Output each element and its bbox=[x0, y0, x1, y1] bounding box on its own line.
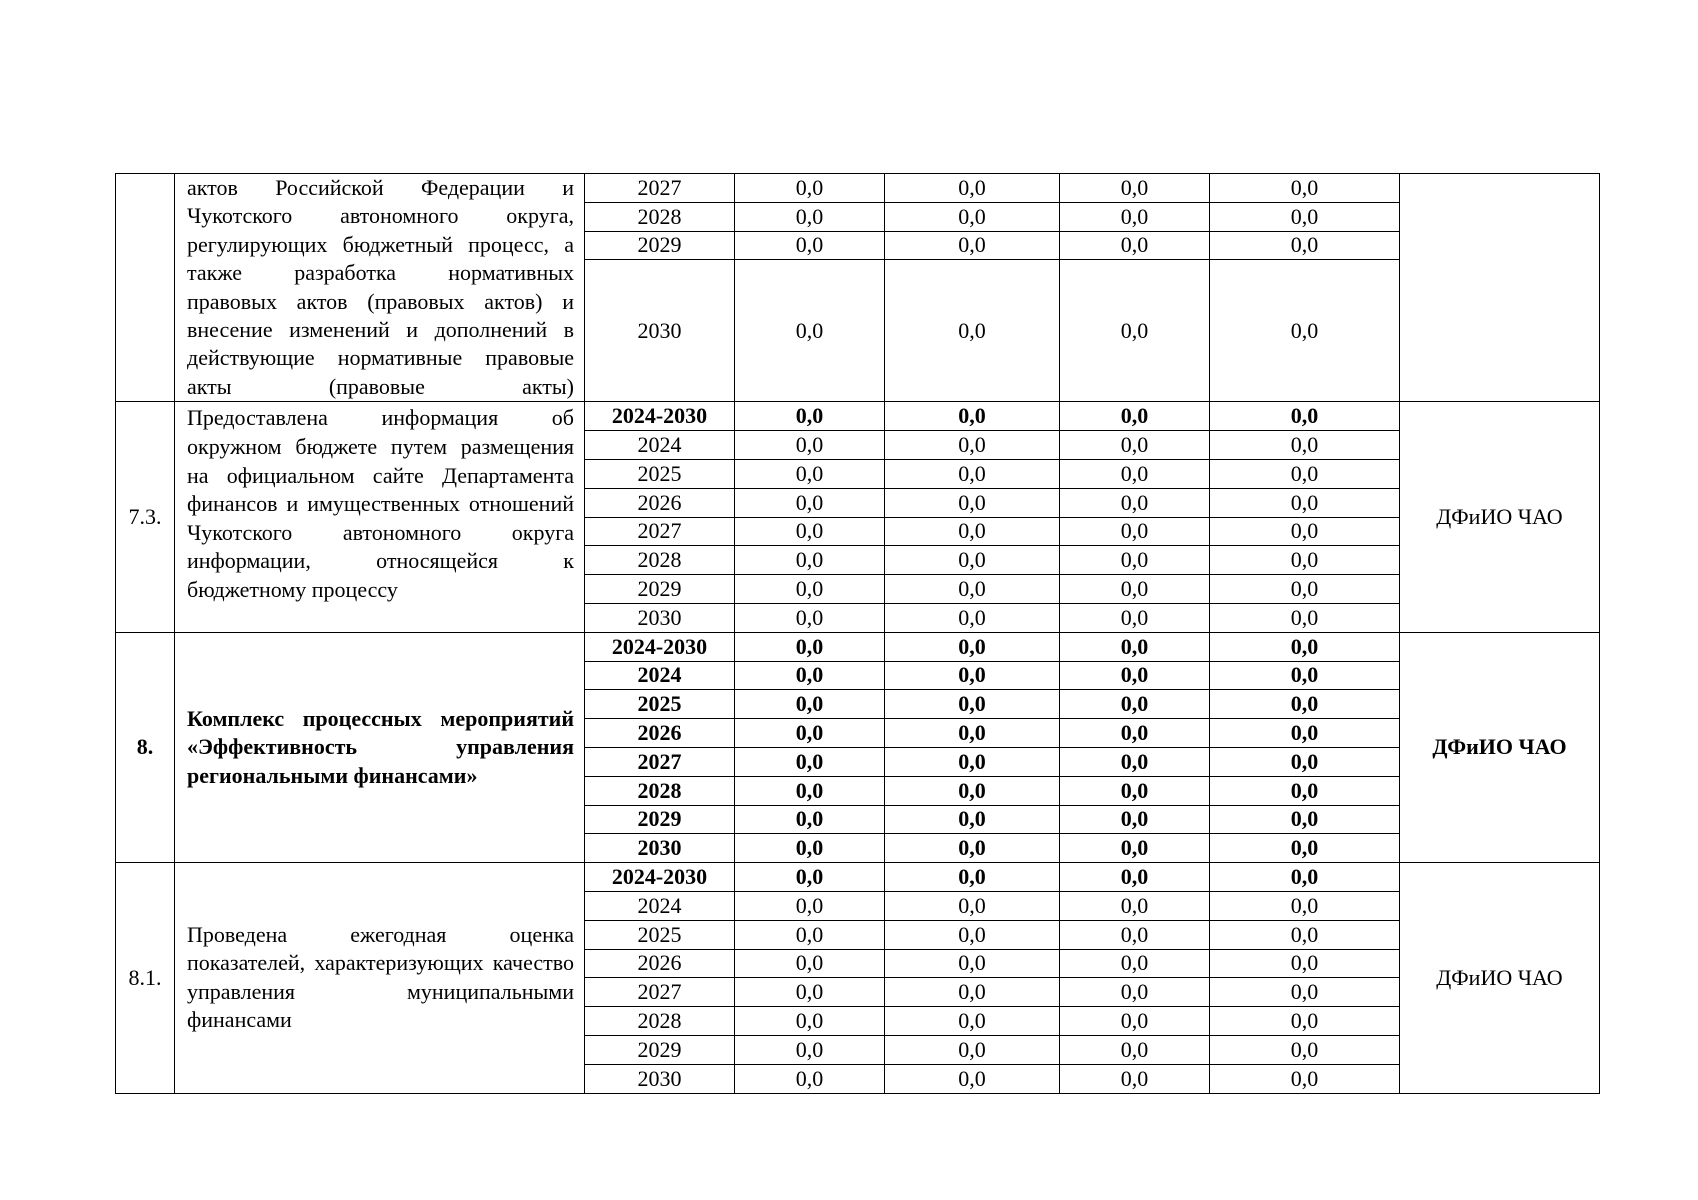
value-cell: 0,0 bbox=[735, 805, 885, 834]
value-cell: 0,0 bbox=[735, 747, 885, 776]
value-cell: 0,0 bbox=[735, 603, 885, 632]
year-cell: 2029 bbox=[585, 575, 735, 604]
table-row bbox=[116, 632, 1600, 661]
year-cell: 2027 bbox=[585, 174, 735, 203]
value-cell: 0,0 bbox=[1060, 661, 1210, 690]
value-cell: 0,0 bbox=[1060, 546, 1210, 575]
item-name-cell: Предоставлена информация об окружном бюджете путем размещения на официальном сайте Департамента финансов и имущественных отношений Чукотского автономного округа информации, относящейся к бюджетному процессу bbox=[175, 402, 585, 632]
value-cell: 0,0 bbox=[885, 949, 1060, 978]
responsible-cell bbox=[1400, 174, 1600, 402]
value-cell: 0,0 bbox=[1060, 891, 1210, 920]
value-cell: 0,0 bbox=[1060, 517, 1210, 546]
year-cell: 2027 bbox=[585, 517, 735, 546]
value-cell: 0,0 bbox=[1210, 517, 1400, 546]
responsible-cell: ДФиИО ЧАО bbox=[1400, 863, 1600, 1093]
value-cell: 0,0 bbox=[735, 891, 885, 920]
value-cell: 0,0 bbox=[1060, 863, 1210, 892]
year-cell: 2026 bbox=[585, 949, 735, 978]
value-cell: 0,0 bbox=[885, 431, 1060, 460]
value-cell: 0,0 bbox=[735, 632, 885, 661]
value-cell: 0,0 bbox=[1060, 805, 1210, 834]
year-cell: 2029 bbox=[585, 231, 735, 260]
value-cell: 0,0 bbox=[735, 431, 885, 460]
value-cell: 0,0 bbox=[1210, 1035, 1400, 1064]
value-cell: 0,0 bbox=[1210, 459, 1400, 488]
table-row bbox=[116, 174, 1600, 203]
year-total-cell: 2024-2030 bbox=[585, 632, 735, 661]
year-cell: 2026 bbox=[585, 488, 735, 517]
value-cell: 0,0 bbox=[1210, 632, 1400, 661]
value-cell: 0,0 bbox=[1210, 949, 1400, 978]
value-cell: 0,0 bbox=[1210, 661, 1400, 690]
value-cell: 0,0 bbox=[885, 546, 1060, 575]
value-cell: 0,0 bbox=[1060, 603, 1210, 632]
responsible-cell: ДФиИО ЧАО bbox=[1400, 632, 1600, 862]
year-cell: 2028 bbox=[585, 1007, 735, 1036]
value-cell: 0,0 bbox=[1210, 747, 1400, 776]
value-cell: 0,0 bbox=[1210, 402, 1400, 431]
value-cell: 0,0 bbox=[1210, 1007, 1400, 1036]
value-cell: 0,0 bbox=[1060, 978, 1210, 1007]
value-cell: 0,0 bbox=[885, 978, 1060, 1007]
year-cell: 2025 bbox=[585, 459, 735, 488]
value-cell: 0,0 bbox=[885, 174, 1060, 203]
value-cell: 0,0 bbox=[1210, 1064, 1400, 1093]
value-cell: 0,0 bbox=[1060, 575, 1210, 604]
value-cell: 0,0 bbox=[1210, 431, 1400, 460]
value-cell: 0,0 bbox=[885, 891, 1060, 920]
year-cell: 2030 bbox=[585, 834, 735, 863]
value-cell: 0,0 bbox=[885, 202, 1060, 231]
value-cell: 0,0 bbox=[735, 231, 885, 260]
year-cell: 2028 bbox=[585, 546, 735, 575]
value-cell: 0,0 bbox=[735, 949, 885, 978]
value-cell: 0,0 bbox=[1060, 431, 1210, 460]
value-cell: 0,0 bbox=[735, 834, 885, 863]
value-cell: 0,0 bbox=[1210, 260, 1400, 402]
value-cell: 0,0 bbox=[1210, 891, 1400, 920]
value-cell: 0,0 bbox=[1060, 459, 1210, 488]
item-number-cell: 8. bbox=[116, 632, 175, 862]
value-cell: 0,0 bbox=[885, 603, 1060, 632]
item-name-cell: актов Российской Федерации и Чукотского автономного округа, регулирующих бюджетный процесс, а также разработка нормативных правовых актов (правовых актов) и внесение изменений и дополнений в действующие нормативные правовые акты (правовые акты) bbox=[175, 174, 585, 402]
value-cell: 0,0 bbox=[735, 863, 885, 892]
value-cell: 0,0 bbox=[735, 719, 885, 748]
year-cell: 2029 bbox=[585, 1035, 735, 1064]
value-cell: 0,0 bbox=[735, 402, 885, 431]
value-cell: 0,0 bbox=[735, 546, 885, 575]
value-cell: 0,0 bbox=[1060, 1035, 1210, 1064]
year-cell: 2027 bbox=[585, 747, 735, 776]
value-cell: 0,0 bbox=[1060, 632, 1210, 661]
value-cell: 0,0 bbox=[735, 1007, 885, 1036]
value-cell: 0,0 bbox=[1060, 488, 1210, 517]
value-cell: 0,0 bbox=[1210, 776, 1400, 805]
value-cell: 0,0 bbox=[735, 1064, 885, 1093]
value-cell: 0,0 bbox=[885, 805, 1060, 834]
value-cell: 0,0 bbox=[885, 402, 1060, 431]
item-number-cell bbox=[116, 174, 175, 402]
table-row bbox=[116, 863, 1600, 892]
value-cell: 0,0 bbox=[1060, 719, 1210, 748]
value-cell: 0,0 bbox=[885, 1035, 1060, 1064]
value-cell: 0,0 bbox=[885, 488, 1060, 517]
value-cell: 0,0 bbox=[885, 863, 1060, 892]
value-cell: 0,0 bbox=[735, 690, 885, 719]
value-cell: 0,0 bbox=[885, 231, 1060, 260]
year-cell: 2030 bbox=[585, 603, 735, 632]
item-number-cell: 7.3. bbox=[116, 402, 175, 632]
value-cell: 0,0 bbox=[1210, 231, 1400, 260]
item-name-cell: Комплекс процессных мероприятий «Эффективность управления региональными финансами» bbox=[175, 632, 585, 862]
year-cell: 2030 bbox=[585, 260, 735, 402]
budget-measures-table bbox=[115, 173, 1600, 1094]
responsible-cell: ДФиИО ЧАО bbox=[1400, 402, 1600, 632]
value-cell: 0,0 bbox=[735, 776, 885, 805]
value-cell: 0,0 bbox=[1060, 747, 1210, 776]
value-cell: 0,0 bbox=[735, 260, 885, 402]
item-number-cell: 8.1. bbox=[116, 863, 175, 1093]
value-cell: 0,0 bbox=[1210, 202, 1400, 231]
value-cell: 0,0 bbox=[1210, 690, 1400, 719]
value-cell: 0,0 bbox=[1210, 978, 1400, 1007]
value-cell: 0,0 bbox=[885, 459, 1060, 488]
value-cell: 0,0 bbox=[735, 1035, 885, 1064]
value-cell: 0,0 bbox=[885, 776, 1060, 805]
value-cell: 0,0 bbox=[735, 920, 885, 949]
year-total-cell: 2024-2030 bbox=[585, 402, 735, 431]
table-body bbox=[116, 174, 1600, 1094]
value-cell: 0,0 bbox=[885, 632, 1060, 661]
year-cell: 2024 bbox=[585, 891, 735, 920]
item-name-cell: Проведена ежегодная оценка показателей, характеризующих качество управления муниципальными финансами bbox=[175, 863, 585, 1093]
year-cell: 2027 bbox=[585, 978, 735, 1007]
value-cell: 0,0 bbox=[1210, 920, 1400, 949]
value-cell: 0,0 bbox=[1060, 949, 1210, 978]
value-cell: 0,0 bbox=[885, 834, 1060, 863]
value-cell: 0,0 bbox=[735, 202, 885, 231]
value-cell: 0,0 bbox=[1060, 402, 1210, 431]
year-cell: 2028 bbox=[585, 202, 735, 231]
value-cell: 0,0 bbox=[1060, 231, 1210, 260]
value-cell: 0,0 bbox=[1060, 174, 1210, 203]
value-cell: 0,0 bbox=[1210, 863, 1400, 892]
value-cell: 0,0 bbox=[1060, 776, 1210, 805]
value-cell: 0,0 bbox=[735, 459, 885, 488]
value-cell: 0,0 bbox=[885, 690, 1060, 719]
value-cell: 0,0 bbox=[1060, 260, 1210, 402]
value-cell: 0,0 bbox=[1210, 719, 1400, 748]
year-cell: 2024 bbox=[585, 661, 735, 690]
year-cell: 2025 bbox=[585, 690, 735, 719]
value-cell: 0,0 bbox=[1210, 575, 1400, 604]
value-cell: 0,0 bbox=[885, 1064, 1060, 1093]
year-cell: 2029 bbox=[585, 805, 735, 834]
value-cell: 0,0 bbox=[885, 661, 1060, 690]
year-cell: 2025 bbox=[585, 920, 735, 949]
value-cell: 0,0 bbox=[735, 488, 885, 517]
value-cell: 0,0 bbox=[1060, 920, 1210, 949]
value-cell: 0,0 bbox=[1060, 1064, 1210, 1093]
value-cell: 0,0 bbox=[885, 747, 1060, 776]
value-cell: 0,0 bbox=[885, 719, 1060, 748]
value-cell: 0,0 bbox=[1210, 603, 1400, 632]
value-cell: 0,0 bbox=[735, 517, 885, 546]
value-cell: 0,0 bbox=[1210, 546, 1400, 575]
value-cell: 0,0 bbox=[735, 575, 885, 604]
value-cell: 0,0 bbox=[1210, 488, 1400, 517]
value-cell: 0,0 bbox=[885, 920, 1060, 949]
value-cell: 0,0 bbox=[885, 1007, 1060, 1036]
value-cell: 0,0 bbox=[885, 517, 1060, 546]
value-cell: 0,0 bbox=[885, 260, 1060, 402]
value-cell: 0,0 bbox=[1210, 834, 1400, 863]
value-cell: 0,0 bbox=[885, 575, 1060, 604]
value-cell: 0,0 bbox=[1060, 834, 1210, 863]
value-cell: 0,0 bbox=[735, 661, 885, 690]
year-cell: 2028 bbox=[585, 776, 735, 805]
value-cell: 0,0 bbox=[1210, 174, 1400, 203]
value-cell: 0,0 bbox=[1060, 202, 1210, 231]
value-cell: 0,0 bbox=[735, 978, 885, 1007]
value-cell: 0,0 bbox=[1060, 690, 1210, 719]
value-cell: 0,0 bbox=[1060, 1007, 1210, 1036]
table-row bbox=[116, 402, 1600, 431]
year-cell: 2024 bbox=[585, 431, 735, 460]
year-total-cell: 2024-2030 bbox=[585, 863, 735, 892]
value-cell: 0,0 bbox=[735, 174, 885, 203]
year-cell: 2026 bbox=[585, 719, 735, 748]
year-cell: 2030 bbox=[585, 1064, 735, 1093]
value-cell: 0,0 bbox=[1210, 805, 1400, 834]
